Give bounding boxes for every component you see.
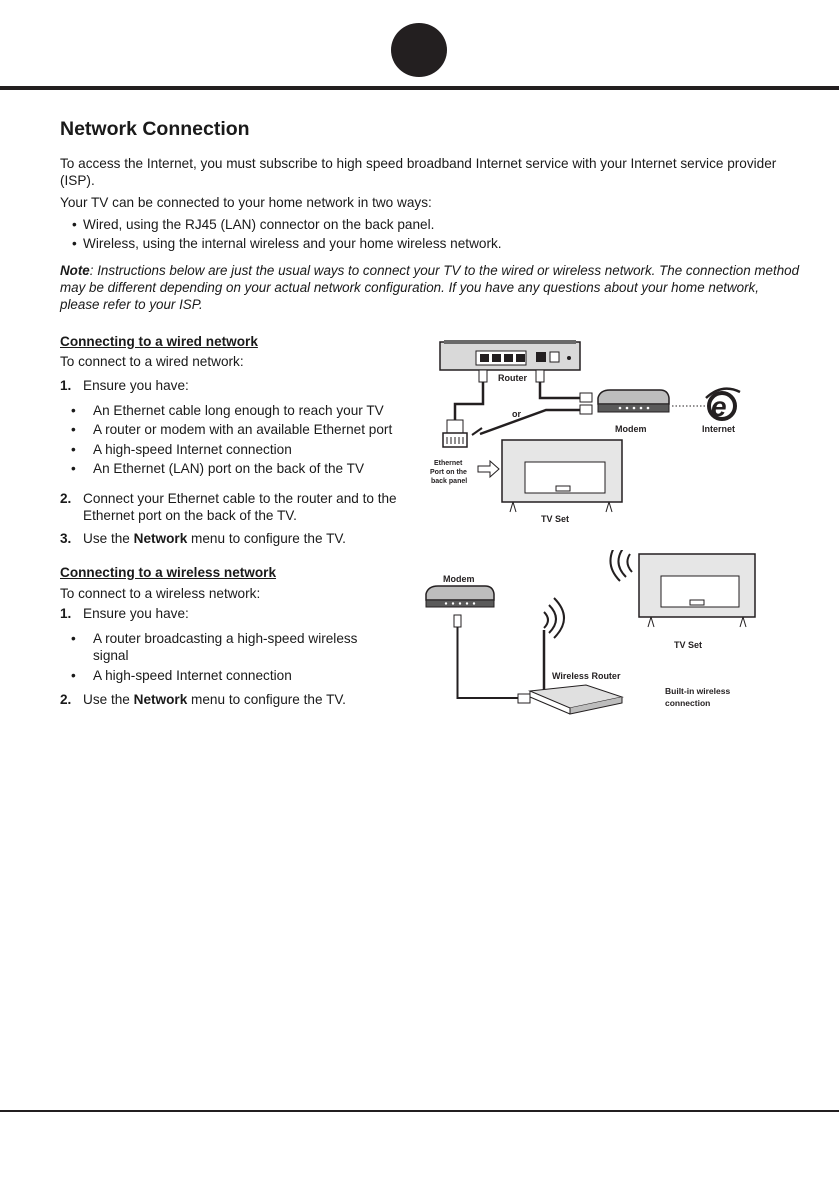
intro-paragraph: To access the Internet, you must subscribe to high speed broadband Internet service with your Internet service provider (ISP). [60,156,777,188]
router-device [440,340,580,370]
wired-req-cable: • An Ethernet cable long enough to reach your TV [82,402,418,419]
modem-plug [454,615,461,627]
wireless-step-1 [60,605,405,622]
builtin-label-2: connection [665,698,711,708]
tv-label: TV Set [674,640,703,650]
wireless-req-router: • A router broadcasting a high-speed wireless signal [82,630,383,664]
wireless-step-2 [60,691,405,708]
network-menu-name: Network [133,531,188,546]
wired-step-1 [60,377,405,394]
port-label-3: back panel [431,478,468,485]
note-label: Note [60,263,90,278]
modem-device [598,390,669,412]
tv-set [639,554,755,627]
modem-label: Modem [615,424,647,434]
builtin-label-1: Built-in wireless [665,686,731,696]
note-text: : Instructions below are just the usual ways to connect your TV to the wired or wireless network. The connection method may be different depending on your actual network configuration. If you have any questions about your home network, please refer to your ISP. [60,263,800,312]
way-wireless: • Wireless, using the internal wireless and your home wireless network. [72,235,502,252]
internet-icon [706,389,740,422]
router-plug-left [479,370,487,382]
ethernet-port-icon [443,420,467,447]
internet-label: Internet [702,424,736,434]
router-label: Router [498,373,527,383]
step-number: 3. [60,531,72,546]
step-number: 2. [60,692,72,707]
ethernet-cable-modem-link [540,382,580,398]
tv-set [502,440,622,512]
step-text: Connect your Ethernet cable to the router and to the Ethernet port on the back of the TV. [83,491,397,523]
wired-step-2 [60,490,405,524]
router-wifi-waves-icon [544,598,564,638]
network-menu-name: Network [133,692,188,707]
page-number-badge [391,23,447,77]
port-label-2: Port on the [430,469,467,476]
ethernet-cable-alt [480,410,580,434]
wired-req-router: • A router or modem with an available Ethernet port [82,421,418,438]
step-text: Ensure you have: [83,606,189,621]
modem-device [426,586,494,607]
ethernet-cable-router [455,382,483,420]
wireless-req-internet: • A high-speed Internet connection [82,667,418,684]
tv-label: TV Set [541,514,570,524]
wired-heading: Connecting to a wired network [60,334,258,349]
svg-text:e: e [711,391,727,422]
footer-rule [0,1110,839,1112]
intro-ways: Your TV can be connected to your home network in two ways: [60,195,432,210]
wired-intro: To connect to a wired network: [60,354,244,369]
ethernet-cable [458,627,519,698]
wired-req-internet: • A high-speed Internet connection [82,441,418,458]
step-number: 1. [60,378,72,393]
wireless-intro: To connect to a wireless network: [60,586,261,601]
port-label-1: Ethernet [434,460,463,467]
wireless-diagram [410,550,760,720]
way-wired: • Wired, using the RJ45 (LAN) connector on the back panel. [72,216,434,233]
router-plug-right [536,370,544,382]
arrow-icon [478,461,499,477]
step-text: Use the Network menu to configure the TV. [83,692,346,707]
wired-diagram [410,338,750,528]
step-number: 1. [60,606,72,621]
step-number: 2. [60,491,72,506]
step-text: Ensure you have: [83,378,189,393]
wireless-heading: Connecting to a wireless network [60,565,277,580]
tv-wifi-waves-icon [610,550,632,581]
wireless-router-label: Wireless Router [552,671,621,681]
header-rule [0,86,839,90]
or-label: or [512,409,521,419]
step-text: Use the Network menu to configure the TV. [83,531,346,546]
modem-label: Modem [443,574,475,584]
page-title: Network Connection [60,118,250,140]
wired-step-3 [60,530,405,547]
wired-req-port: • An Ethernet (LAN) port on the back of the TV [82,460,418,477]
note-paragraph [60,262,800,313]
